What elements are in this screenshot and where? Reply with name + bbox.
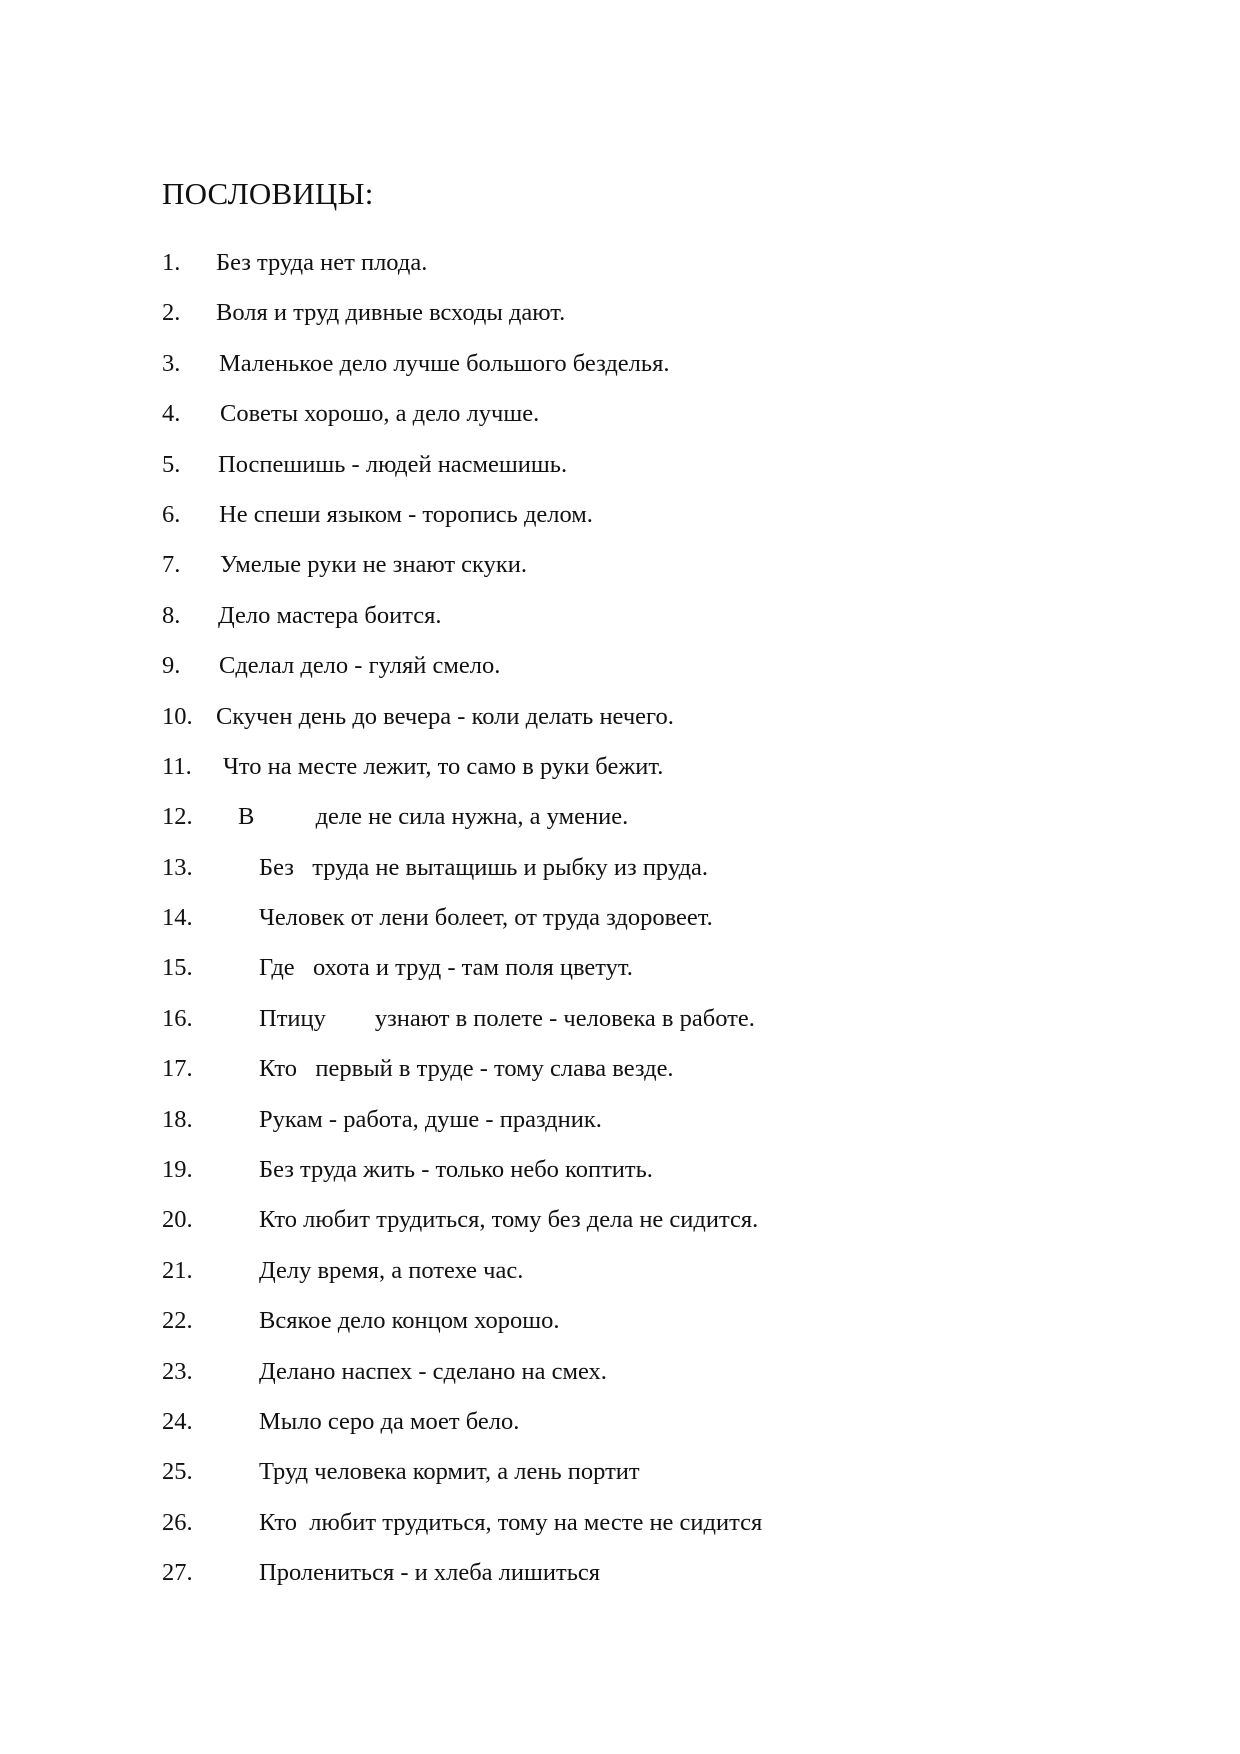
list-item xyxy=(0,1456,1240,1506)
item-number: 26. xyxy=(162,1508,193,1536)
list-item xyxy=(0,449,1240,499)
list-item xyxy=(0,1356,1240,1406)
item-number: 12. xyxy=(162,803,193,831)
item-number: 4. xyxy=(162,400,181,428)
item-text: Без труда не вытащишь и рыбку из пруда. xyxy=(259,853,709,881)
list-item xyxy=(0,1557,1240,1607)
list-item xyxy=(0,549,1240,599)
list-item xyxy=(0,701,1240,751)
page-title: ПОСЛОВИЦЫ: xyxy=(162,176,374,211)
item-text: Птицу узнают в полете - человека в работе. xyxy=(259,1004,755,1032)
item-number: 27. xyxy=(162,1559,193,1587)
list-item xyxy=(0,952,1240,1002)
item-number: 13. xyxy=(162,853,193,881)
item-number: 16. xyxy=(162,1004,193,1032)
item-text: Не спеши языком - торопись делом. xyxy=(219,500,593,528)
item-text: Кто любит трудиться, тому без дела не сидится. xyxy=(259,1206,759,1234)
list-item xyxy=(0,1003,1240,1053)
item-number: 24. xyxy=(162,1407,193,1435)
list-item xyxy=(0,852,1240,902)
list-item xyxy=(0,801,1240,851)
item-text: Человек от лени болеет, от труда здоровеет. xyxy=(259,904,713,932)
list-item xyxy=(0,247,1240,297)
list-item xyxy=(0,1154,1240,1204)
item-text: Рукам - работа, душе - праздник. xyxy=(259,1105,602,1133)
item-number: 2. xyxy=(162,299,181,327)
list-item xyxy=(0,398,1240,448)
item-text: Дело мастера боится. xyxy=(218,601,442,629)
item-text: Где охота и труд - там поля цветут. xyxy=(259,954,633,982)
item-text: Воля и труд дивные всходы дают. xyxy=(216,299,566,327)
item-text: Пролениться - и хлеба лишиться xyxy=(259,1559,601,1587)
list-item xyxy=(0,902,1240,952)
list-item xyxy=(0,1104,1240,1154)
item-number: 22. xyxy=(162,1307,193,1335)
list-item xyxy=(0,600,1240,650)
item-number: 7. xyxy=(162,551,181,579)
item-number: 17. xyxy=(162,1055,193,1083)
item-number: 25. xyxy=(162,1458,193,1486)
list-item xyxy=(0,1255,1240,1305)
item-number: 19. xyxy=(162,1156,193,1184)
item-number: 8. xyxy=(162,601,181,629)
list-item xyxy=(0,1305,1240,1355)
item-number: 5. xyxy=(162,450,181,478)
list-item xyxy=(0,297,1240,347)
item-number: 21. xyxy=(162,1256,193,1284)
item-number: 3. xyxy=(162,349,181,377)
item-text: Делано наспех - сделано на смех. xyxy=(259,1357,607,1385)
list-item xyxy=(0,1406,1240,1456)
item-text: Поспешишь - людей насмешишь. xyxy=(218,450,568,478)
list-item xyxy=(0,348,1240,398)
item-text: Делу время, а потехе час. xyxy=(259,1256,524,1284)
item-text: Сделал дело - гуляй смело. xyxy=(219,652,501,680)
item-text: Без труда нет плода. xyxy=(216,249,428,276)
item-text: Труд человека кормит, а лень портит xyxy=(259,1458,640,1486)
item-text: Скучен день до вечера - коли делать нечего. xyxy=(216,702,674,730)
list-item xyxy=(0,1053,1240,1103)
item-text: Советы хорошо, а дело лучше. xyxy=(220,400,540,428)
item-number: 14. xyxy=(162,904,193,932)
list-item xyxy=(0,499,1240,549)
item-text: Что на месте лежит, то само в руки бежит. xyxy=(223,752,664,780)
item-text: Всякое дело концом хорошо. xyxy=(259,1307,560,1335)
item-number: 18. xyxy=(162,1105,193,1133)
item-text: Умелые руки не знают скуки. xyxy=(220,551,527,579)
list-item xyxy=(0,1507,1240,1557)
item-number: 10. xyxy=(162,702,193,730)
item-number: 6. xyxy=(162,500,181,528)
item-number: 15. xyxy=(162,954,193,982)
item-number: 9. xyxy=(162,652,181,680)
item-text: Кто первый в труде - тому слава везде. xyxy=(259,1055,674,1083)
item-text: Маленькое дело лучше большого безделья. xyxy=(219,349,670,377)
item-number: 23. xyxy=(162,1357,193,1385)
item-text: Без труда жить - только небо коптить. xyxy=(259,1156,653,1184)
item-number: 1. xyxy=(162,249,181,276)
proverb-list xyxy=(0,247,1240,1608)
list-item xyxy=(0,751,1240,801)
item-text: В деле не сила нужна, а умение. xyxy=(238,803,629,831)
item-text: Мыло серо да моет бело. xyxy=(259,1407,520,1435)
item-number: 11. xyxy=(162,752,192,780)
list-item xyxy=(0,650,1240,700)
item-text: Кто любит трудиться, тому на месте не сидится xyxy=(259,1508,763,1536)
list-item xyxy=(0,1204,1240,1254)
item-number: 20. xyxy=(162,1206,193,1234)
